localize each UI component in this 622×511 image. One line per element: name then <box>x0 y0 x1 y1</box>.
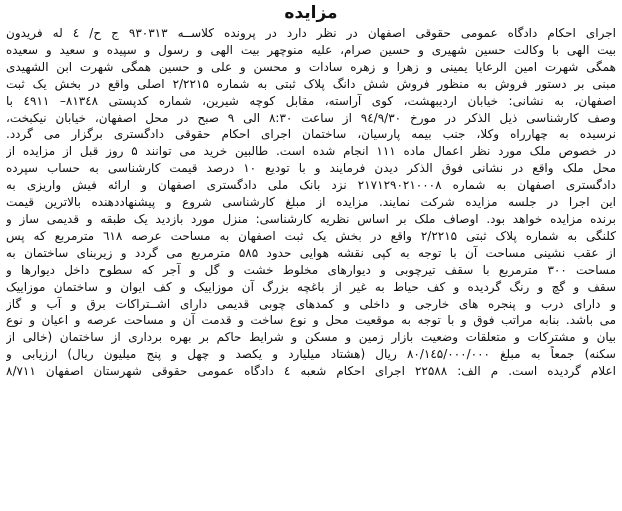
notice-line: محل ملک واقع در نشانی فوق الذکر دیدن فرمایند و با تودیع ۱۰ درصد قیمت کارشناسی به حساب سپرده <box>6 161 616 176</box>
notice-line: در خصوص ملک مورد نظر اعمال ماده ۱۱۱ انجام شده است. طالبین خرید می توانند ۵ روز قبل از مزایده از <box>6 144 616 159</box>
notice-line: می باشد. بنابه مراتب فوق و با توجه به موقعیت محل و نوع ساخت و قدمت آن و مساحت عرصه و اعیان و نوع <box>6 313 616 328</box>
notice-line: سقف و گچ و رنگ گردیده و کف حیاط به غیر از باغچه بزرگ آن موزاییک و کف ایوان و ساختمان موزاییک <box>6 279 616 294</box>
notice-line: مساحت ۳۰۰ مترمربع با سقف تیرچوبی و دیوارهای مخلوط خشت و گل و آجر که سطوح داخل دیوارها و <box>6 262 616 277</box>
notice-line: این اجرا در جلسه مزایده شرکت نمایند. مزایده از مبلغ کارشناسی شروع و پیشنهاددهنده بالاترین قیمت <box>6 195 616 210</box>
notice-line: و دارای درب و پنجره های خارجی و داخلی و کمدهای چوبی قدیمی دارای اشــتراکات برق و آب و گاز <box>6 296 616 311</box>
notice-line: برنده مزایده خواهد بود. اوصاف ملک بر اساس نظریه کارشناسی: منزل مورد بازدید یک طبقه و قدیمی ساز و <box>6 211 616 226</box>
notice-line: اعلام گردیده است. م الف: ۲۲۵۸۸ اجرای احکام شعبه ٤ دادگاه عمومی حقوقی شهرستان اصفهان ۸/۷۱۱ <box>6 364 616 379</box>
notice-line: اجرای احکام دادگاه عمومی حقوقی اصفهان در نظر دارد در پرونده کلاســه ۹۳۰۳۱۳ ج ح/ ٤ له فریدون <box>6 26 616 40</box>
notice-line: همگی شهرت امین الرعایا یمینی و زهرا و زهره سادات و محسن و علی و حسین همگی شهرت ابن الشهیدی <box>6 59 616 74</box>
notice-line: دادگستری اصفهان به شماره ۲۱۷۱۲۹۰۲۱۰۰۰۸ نزد بانک ملی دادگستری اصفهان و ارائه فیش واریزی به <box>6 178 616 193</box>
notice-line: از عقب نشینی مساحت آن با توجه به کپی نقشه هوایی حدود ۵۸۵ مترمربع می گردد و زیربنای ساختمان به <box>6 245 616 260</box>
notice-line: بیان و مشترکات و متعلقات وضعیت بازار زمین و مسکن و شرایط حاکم بر بهره برداری از ساختمان (خالی از <box>6 330 616 345</box>
notice-line: اصفهان، به نشانی: خیابان اردیبهشت، کوی آراسته، مقابل کوچه شیرین، شماره کدپستی ۸۱۳٤۸– ٤٩١١ با <box>6 93 616 108</box>
notice-line: نرسیده به چهارراه وکلا، جنب بیمه پارسیان، ساختمان اجرای احکام حقوقی دادگستری برگزار می گردد. <box>6 127 616 142</box>
notice-body <box>6 25 616 380</box>
notice-line: سکنه) جمعاً به مبلغ ۸۰/۱٤۵/۰۰۰/۰۰۰ ریال (هشتاد میلیارد و یکصد و چهل و پنج میلیون ریال) ارزیابی و <box>6 347 616 362</box>
notice-line: مبنی بر دستور فروش به منظور فروش شش دانگ پلاک ثبتی به شماره ۲/۲۲۱۵ اصلی واقع در بخش یک ثبت <box>6 76 616 91</box>
notice-title: مزایده <box>284 3 338 23</box>
notice-line: بیت الهی با وکالت حسین شهیری و حسین صرام، علیه منوچهر بیت الهی و رسول و سپیده و سعید و سعیده <box>6 42 616 57</box>
notice-line: وصف کارشناسی ذیل الذکر در مورخ ۹٤/۹/۳۰ از ساعت ۸:۳۰ الی ۹ صبح در محل اصفهان، خیابان نیکبخت، <box>6 110 616 125</box>
notice-line: کلنگی به شماره پلاک ثبتی ۲/۲۲۱۵ واقع در بخش یک ثبت اصفهان به مساحت عرصه ٦۱۸ مترمربع که پس <box>6 228 616 243</box>
